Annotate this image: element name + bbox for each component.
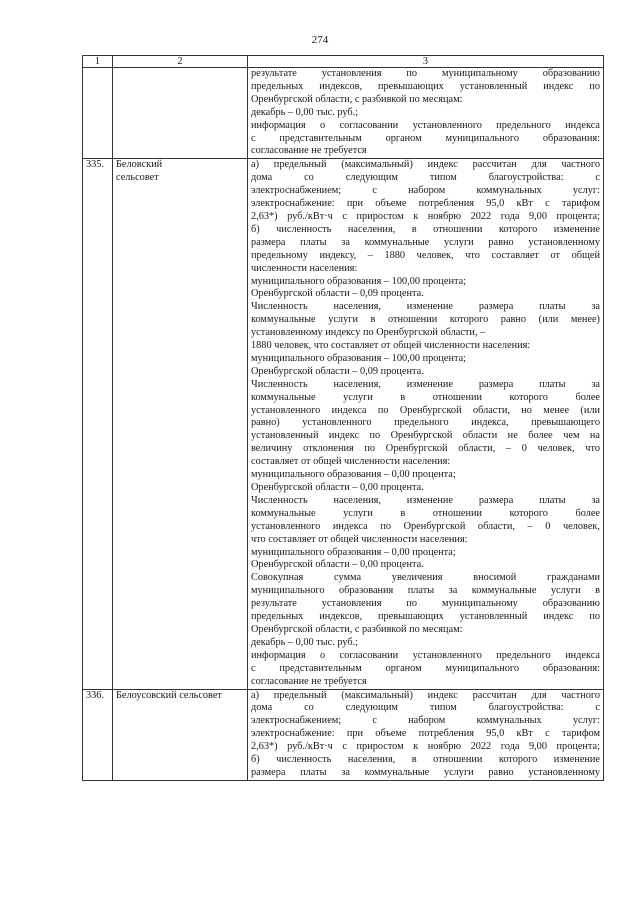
row-number [83,68,113,159]
text-line: коммунальные услуги в отношении которого более [251,391,600,403]
text-line: муниципального образования – 100,00 процента; [251,352,467,364]
text-line: 2,63*) руб./кВт·ч с приростом к ноябрю 2022 года 9,00 процента; [251,741,600,753]
text-line: что составляет от общей численности населения: [251,533,468,545]
table-body [83,56,604,781]
text-line: с представительным органом муниципального образования: [251,132,600,144]
text-line: установленного индекса по Оренбургской области, но менее (или [251,404,600,416]
column-number-3: 3 [248,56,604,68]
text-line: Численность населения, изменение размера платы за [251,301,600,313]
index-description [248,68,604,159]
text-line: Оренбургской области – 0,09 процента. [251,365,424,377]
text-line: муниципального образования – 0,00 процента; [251,469,456,481]
column-number-1: 1 [83,56,113,68]
index-description [248,689,604,780]
text-line: согласование не требуется [251,145,367,157]
text-line: муниципального образования – 100,00 процента; [251,275,467,287]
index-description [248,159,604,689]
text-line: электроснабжение: при объеме потребления 95,0 кВт с тарифом [251,728,600,740]
text-line: согласование не требуется [251,675,367,687]
text-line: декабрь – 0,00 тыс. руб.; [251,106,359,118]
text-line: Численность населения, изменение размера платы за [251,494,600,506]
municipality-name [113,159,248,689]
text-line: Совокупная сумма увеличения вносимой гражданами [251,572,600,584]
row-number: 336. [83,689,113,780]
municipality-name [113,689,248,780]
text-line: размера платы за коммунальные услуги равно установленному [251,236,600,248]
text-line: электроснабжение: при объеме потребления 95,0 кВт с тарифом [251,198,600,210]
document-table [82,55,604,781]
text-line: информация о согласовании установленного предельного индекса [251,649,600,661]
row-number: 335. [83,159,113,689]
text-line: результате установления по муниципальному образованию [251,68,600,79]
text-line: дома со следующим типом благоустройства: с [251,702,600,714]
text-line: Оренбургской области – 0,00 процента. [251,559,424,571]
text-line: электроснабжением; с набором коммунальных услуг: [251,715,600,727]
text-line: размера платы за коммунальные услуги равно установленному [251,766,600,778]
text-line: Оренбургской области, с разбивкой по месяцам: [251,623,463,635]
text-line: а) предельный (максимальный) индекс рассчитан для частного [251,689,600,701]
text-line: составляет от общей численности населения: [251,456,451,468]
text-line: предельных индексов, превышающих установленный индекс по [251,611,600,623]
table-row [83,689,604,780]
column-number-2: 2 [113,56,248,68]
table-row [83,68,604,159]
text-line: величину отклонения по Оренбургской области, – 0 человек, что [251,443,600,455]
text-line: Численность населения, изменение размера платы за [251,378,600,390]
text-line: 1880 человек, что составляет от общей численности населения: [251,340,531,352]
text-line: коммунальные услуги в отношении которого равно (или менее) [251,314,600,326]
text-line: Оренбургской области, с разбивкой по месяцам: [251,93,463,105]
text-line: Оренбургской области – 0,00 процента. [251,482,424,493]
text-line: установленный индекс по Оренбургской области не более чем на [251,430,600,442]
text-line: а) предельный (максимальный) индекс рассчитан для частного [251,159,600,171]
text-line: б) численность населения, в отношении которого изменение [251,223,600,235]
municipality-name-line: сельсовет [116,172,159,184]
text-line: предельных индексов, превышающих установленный индекс по [251,80,600,92]
text-line: декабрь – 0,00 тыс. руб.; [251,636,359,648]
text-line: Оренбургской области – 0,09 процента. [251,288,424,300]
table-row [83,159,604,689]
text-line: предельному индексу, – 1880 человек, что составляет от общей [251,249,600,261]
text-line: численности населения: [251,262,358,274]
page-number: 274 [311,34,329,46]
table-header-row [83,56,604,68]
text-line: 2,63*) руб./кВт·ч с приростом к ноябрю 2022 года 9,00 процента; [251,210,600,222]
municipality-name [113,68,248,159]
text-line: муниципального образования – 0,00 процента; [251,546,456,558]
text-line: установленному индексу по Оренбургской области, – [251,327,486,339]
text-line: с представительным органом муниципального образования: [251,662,600,674]
municipality-name-line: Беловский [116,159,163,171]
text-line: информация о согласовании установленного предельного индекса [251,119,600,131]
text-line: коммунальные услуги в отношении которого более [251,507,600,519]
text-line: установленного индекса по Оренбургской области, – 0 человек, [251,520,600,532]
text-line: б) численность населения, в отношении которого изменение [251,754,600,766]
text-line: дома со следующим типом благоустройства: с [251,172,600,184]
text-line: равно) установленного предельного индекса, превышающего [251,417,600,429]
text-line: электроснабжением; с набором коммунальных услуг: [251,185,600,197]
municipality-name-line: Белоусовский сельсовет [116,689,222,701]
text-line: результате установления по муниципальному образованию [251,598,600,610]
text-line: муниципального образования платы за коммунальные услуги в [251,585,600,597]
